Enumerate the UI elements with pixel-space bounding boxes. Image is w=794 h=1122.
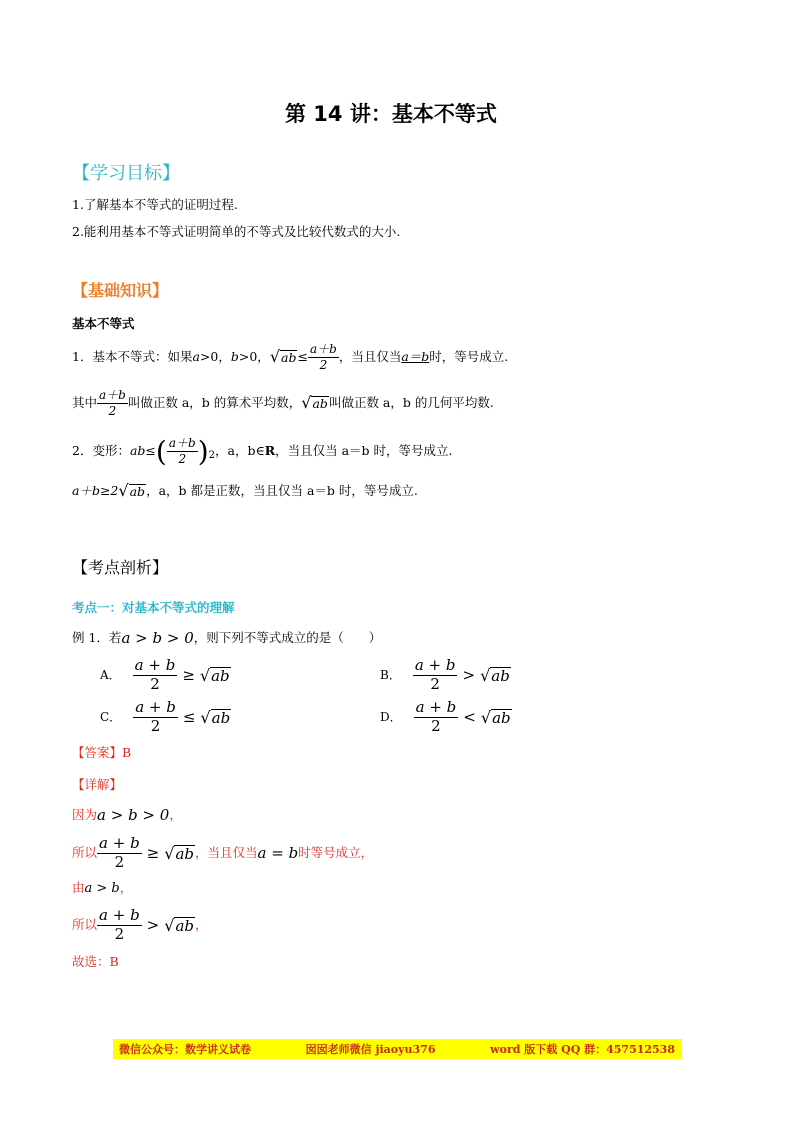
answer-value: B <box>122 745 132 760</box>
note-fraction: $\frac{a+b}{2}$ <box>99 388 126 418</box>
right-paren-icon: ) <box>197 434 209 468</box>
item3-suffix: ，a，b 都是正数，当且仅当 a＝b 时，等号成立. <box>146 482 418 498</box>
example-label: 例 1．若 <box>72 630 122 646</box>
step-4-sqrt: √ ab <box>164 916 194 935</box>
step-2-op: ≥ <box>146 843 160 862</box>
item2-prefix: 2．变形： <box>72 442 130 458</box>
item2-suffix: ，当且仅当 a＝b 时，等号成立. <box>275 442 453 458</box>
option-c-label: C． <box>100 710 122 725</box>
item2-leq: ≤ <box>145 442 156 458</box>
option-d-op: < <box>463 707 476 726</box>
step-3 <box>72 882 132 895</box>
item1-b: b <box>230 348 239 364</box>
footer-teacher: 囡囡老师微信 jiaoyu376 <box>305 1043 436 1056</box>
option-b-fraction: $\frac{a + b}{2}$ <box>414 656 456 693</box>
option-b-sqrt: √ ab <box>480 666 510 685</box>
option-d-fraction: $\frac{a + b}{2}$ <box>415 698 457 735</box>
item1-cond-a: >0， <box>199 348 231 364</box>
step-3-math: a > b <box>84 881 120 896</box>
step-1-prefix: 因为 <box>72 807 98 823</box>
item3-prefix: a＋b≥2 <box>72 482 119 498</box>
step-4-prefix: 所以 <box>72 917 98 932</box>
step-4 <box>72 908 208 943</box>
option-a-fraction: $\frac{a + b}{2}$ <box>134 656 176 693</box>
item1-leq: ≤ <box>297 348 308 364</box>
option-b-op: > <box>462 665 476 684</box>
step-2 <box>72 836 373 871</box>
option-a-label: A． <box>100 668 121 683</box>
step-4-op: > <box>146 915 160 934</box>
goal-item-2: 2.能利用基本不等式证明简单的不等式及比较代数式的大小. <box>72 224 401 239</box>
page-title: 第 14 讲：基本不等式 <box>285 102 497 126</box>
item2-fraction: $\frac{a+b}{2}$ <box>168 436 196 466</box>
option-c-op: ≤ <box>182 707 196 726</box>
item2-real-set: R <box>264 442 276 458</box>
example-condition: a > b > 0 <box>121 629 194 647</box>
left-paren-icon: ( <box>155 434 167 468</box>
basics-heading: 【基础知识】 <box>72 281 169 300</box>
step-2-sqrt: √ ab <box>164 844 194 863</box>
answer-label: 【答案】 <box>72 745 123 760</box>
answer-line <box>72 747 131 760</box>
step-1-suffix: ， <box>169 807 182 823</box>
step-2-fraction: $\frac{a + b}{2}$ <box>99 834 140 871</box>
step-4-suffix: ， <box>195 917 208 932</box>
example-question: ，则下列不等式成立的是（ ） <box>193 630 382 646</box>
option-a-op: ≥ <box>182 665 195 684</box>
option-c <box>100 700 231 735</box>
step-1 <box>72 808 182 823</box>
example-1-question <box>72 631 381 646</box>
option-c-sqrt: √ ab <box>200 708 231 727</box>
option-c-fraction: $\frac{a + b}{2}$ <box>135 698 176 735</box>
item2-ab: ab <box>129 442 146 458</box>
detail-label: 【详解】 <box>72 777 123 792</box>
note-sqrt: √ ab <box>301 393 328 413</box>
item1-a: a <box>192 348 200 364</box>
item1-mid: ，当且仅当 <box>338 348 402 364</box>
item1-sqrt: √ ab <box>269 347 297 367</box>
footer-qq: word 版下载 QQ 群：457512538 <box>490 1043 675 1056</box>
item2-mid: ，a，b∈ <box>215 442 265 458</box>
goal-item-1: 1.了解基本不等式的证明过程. <box>72 197 238 212</box>
step-2-math: a = b <box>257 843 299 862</box>
footer-wechat: 微信公众号：数学讲义试卷 <box>119 1043 251 1056</box>
basic-inequality-line <box>72 343 508 371</box>
option-d-sqrt: √ ab <box>480 708 511 727</box>
step-2-mid: ，当且仅当 <box>195 845 258 860</box>
mean-definition-line <box>72 389 494 417</box>
note-suffix: 叫做正数 a，b 的几何平均数. <box>328 394 494 410</box>
analysis-heading: 【考点剖析】 <box>72 558 169 577</box>
item1-suffix: 时，等号成立. <box>429 348 509 364</box>
step-3-prefix: 由 <box>72 880 85 896</box>
item1-prefix: 1．基本不等式：如果 <box>72 348 193 364</box>
option-a-sqrt: √ ab <box>199 666 230 685</box>
option-d <box>380 700 512 735</box>
option-b <box>380 658 511 693</box>
item1-cond-b: >0， <box>238 348 270 364</box>
option-a <box>100 658 231 693</box>
note-mid: 叫做正数 a，b 的算术平均数， <box>127 394 302 410</box>
item1-fraction: $\frac{a+b}{2}$ <box>309 342 337 372</box>
goals-heading: 【学习目标】 <box>72 163 180 184</box>
step-3-suffix: ， <box>119 880 133 896</box>
sum-inequality-line <box>72 483 418 499</box>
step-2-suffix: 时等号成立， <box>298 845 374 860</box>
item1-eq: a＝b <box>401 348 430 364</box>
option-d-label: D． <box>380 710 402 725</box>
step-4-fraction: $\frac{a + b}{2}$ <box>99 906 140 943</box>
point-1-heading: 考点一：对基本不等式的理解 <box>72 600 235 615</box>
option-b-label: B． <box>380 668 401 683</box>
basics-subheading: 基本不等式 <box>72 316 135 331</box>
item3-sqrt: √ ab <box>118 481 146 500</box>
step-1-math: a > b > 0 <box>97 806 170 824</box>
step-5: 故选：B <box>72 954 119 969</box>
step-2-prefix: 所以 <box>72 845 98 860</box>
variant-line <box>72 434 453 468</box>
footer-banner <box>113 1039 681 1059</box>
item2-exponent: 2 <box>208 450 215 461</box>
note-prefix: 其中 <box>72 394 98 410</box>
